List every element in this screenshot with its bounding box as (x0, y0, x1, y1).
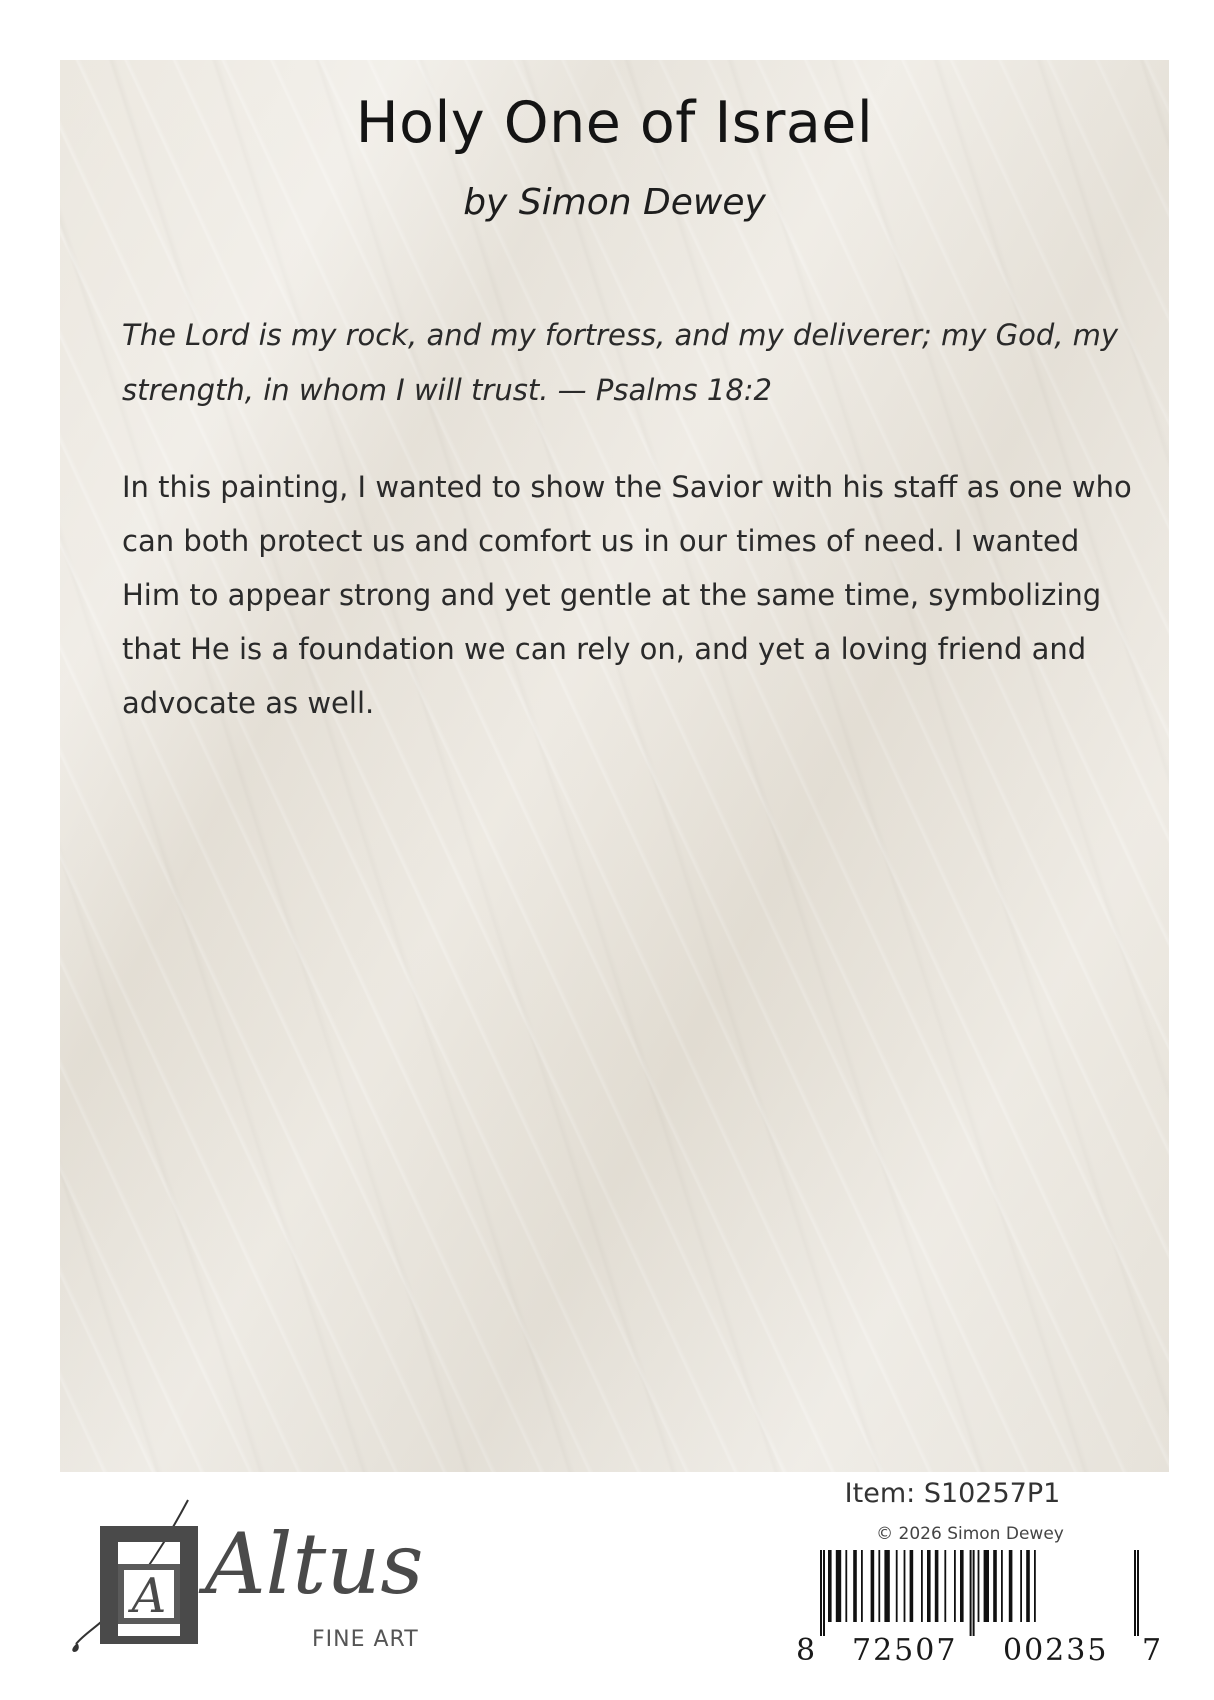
artist-byline: by Simon Dewey (463, 182, 766, 223)
copyright-notice: © 2026 Simon Dewey (876, 1524, 1064, 1544)
logo-subtitle: FINE ART (312, 1627, 419, 1652)
barcode-digit-first: 8 (796, 1633, 818, 1668)
item-number: Item: S10257P1 (844, 1478, 1061, 1509)
logo-letter: A (131, 1568, 167, 1624)
artwork-title: Holy One of Israel (355, 90, 874, 156)
barcode-digits-right: 00235 (1003, 1633, 1109, 1668)
artist-statement: In this painting, I wanted to show the Savior with his staff as one who can both protect us and comfort us in our times of need. I wanted Him to appear strong and yet gentle at the same time, symbolizing that He is a foundation we can rely on, and yet a loving friend and advocate as well. (122, 470, 1132, 720)
artwork-description-card (60, 60, 1169, 1472)
barcode-digits-left: 72507 (852, 1633, 958, 1668)
altus-logo-icon (70, 1494, 210, 1654)
logo-name: Altus (205, 1515, 424, 1613)
barcode-icon (798, 1550, 1160, 1636)
barcode-digit-last: 7 (1142, 1633, 1164, 1668)
scripture-quote: The Lord is my rock, and my fortress, and my deliverer; my God, my strength, in whom I will trust. — Psalms 18:2 (122, 318, 1119, 407)
